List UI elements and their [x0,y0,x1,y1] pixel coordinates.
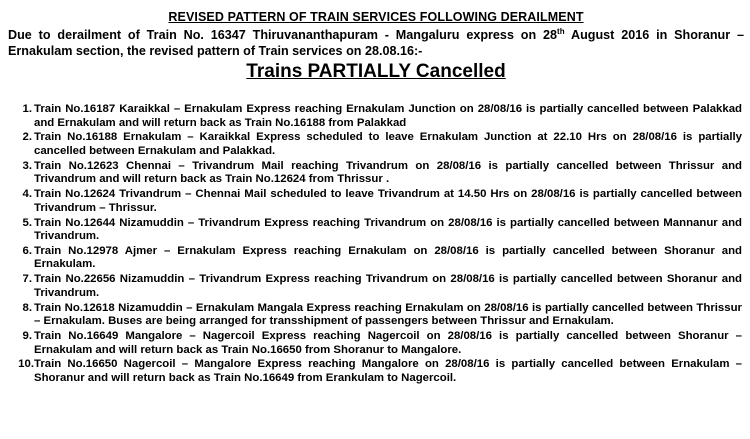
item-number: 7. [22,273,32,286]
item-text: Train No.12644 Nizamuddin – Trivandrum Express reaching Trivandrum on 28/08/16 is partially cancelled between Mannanur and Trivandrum. [34,216,742,243]
list-item [8,302,744,329]
item-number: 9. [22,330,32,342]
item-number: 6. [22,244,32,257]
list-item [8,103,744,130]
list-item [8,160,744,187]
list-item [8,358,744,385]
notice-intro [8,27,744,59]
item-text: Train No.12624 Trivandrum – Chennai Mail scheduled to leave Trivandrum at 14.50 Hrs on 28/08/16 is partially cancelled between Trivandrum – Thrissur. [34,188,742,214]
item-number: 1. [22,103,32,115]
item-number: 10. [18,358,34,371]
item-text: Train No.12978 Ajmer – Ernakulam Express reaching Ernakulam on 28/08/16 is partially cancelled between Shoranur and Ernakulam. [34,244,742,271]
intro-text-end: August 2016 in Shoranur – Ernakulam section, the revised pattern of Train services on 28.08.16:- [8,28,744,58]
item-number: 4. [22,188,32,201]
item-text: Train No.16187 Karaikkal – Ernakulam Express reaching Ernakulam Junction on 28/08/16 is partially cancelled between Palakkad and Ernakulam and will return back as Train No.16188 from Palakkad [34,103,742,129]
notice-title: REVISED PATTERN OF TRAIN SERVICES FOLLOWING DERAILMENT [168,10,584,24]
list-item [8,131,744,158]
list-item [8,245,744,272]
list-item [8,330,744,357]
list-item [8,188,744,215]
item-text: Train No.16650 Nagercoil – Mangalore Express reaching Mangalore on 28/08/16 is partially cancelled between Ernakulam – Shoranur and will return back as Train No.16649 from Erankulam to Nagercoil. [34,358,742,384]
item-text: Train No.22656 Nizamuddin – Trivandrum Express reaching Trivandrum on 28/08/16 is partially cancelled between Shoranur and Trivandrum. [34,273,742,299]
cancellation-list [8,103,744,386]
list-item [8,273,744,300]
section-subtitle: Trains PARTIALLY Cancelled [246,61,506,82]
item-text: Train No.12618 Nizamuddin – Ernakulam Mangala Express reaching Ernakulam on 28/08/16 is partially cancelled between Thrissur – Ernakulam. Buses are being arranged for transshipment of passengers between Thrissur and Ernakulam. [34,301,742,328]
item-text: Train No.12623 Chennai – Trivandrum Mail reaching Trivandrum on 28/08/16 is partially cancelled between Thrissur and Trivandrum and will return back as Train No.12624 from Thrissur . [34,159,742,186]
item-number: 2. [22,131,32,144]
intro-superscript: th [557,26,565,36]
item-number: 8. [22,301,32,314]
item-number: 3. [22,159,32,172]
item-text: Train No.16649 Mangalore – Nagercoil Express reaching Nagercoil on 28/08/16 is partially cancelled between Shoranur – Ernakulam and will return back as Train No.16650 from Shoranur to Mangalore. [34,330,742,356]
intro-text-start: Due to derailment of Train No. 16347 Thiruvananthapuram - Mangaluru express on 28 [8,28,558,42]
item-number: 5. [22,216,32,229]
item-text: Train No.16188 Ernakulam – Karaikkal Express scheduled to leave Ernakulam Junction at 22.10 Hrs on 28/08/16 is partially cancelled between Ernakulam and Palakkad. [34,131,742,157]
list-item [8,217,744,244]
